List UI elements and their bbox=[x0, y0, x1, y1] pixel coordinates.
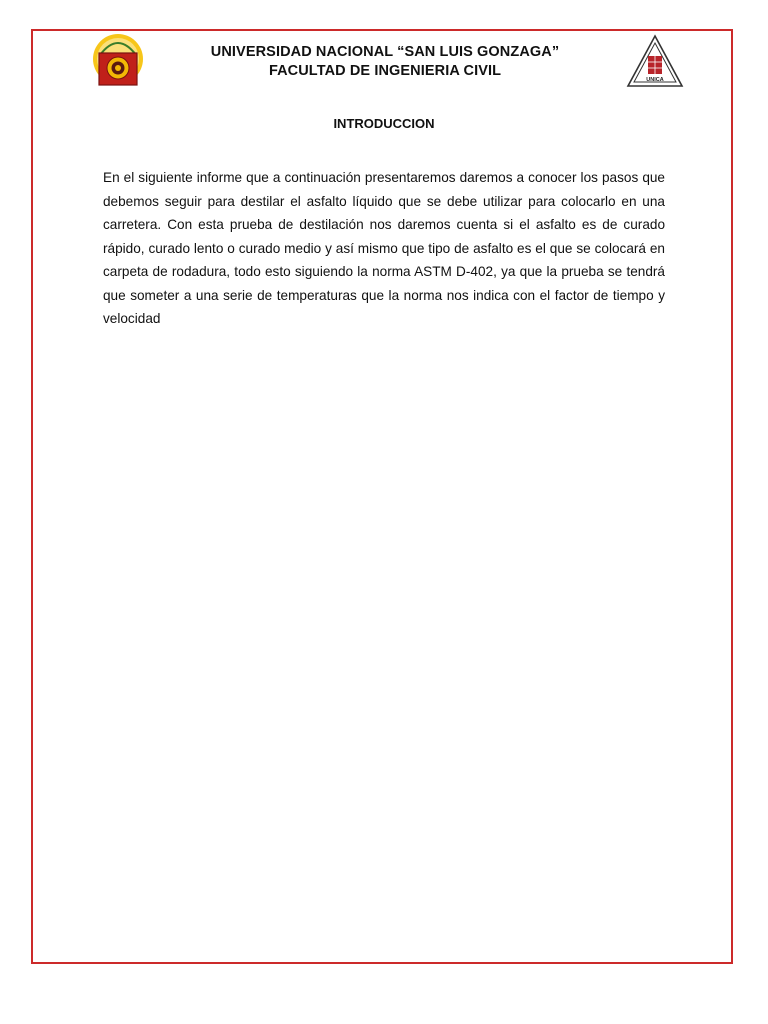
university-name: UNIVERSIDAD NACIONAL “SAN LUIS GONZAGA” bbox=[210, 44, 560, 60]
faculty-name: FACULTAD DE INGENIERIA CIVIL bbox=[268, 63, 502, 79]
unica-triangle-emblem-icon bbox=[626, 34, 684, 88]
section-title: INTRODUCCION bbox=[333, 116, 435, 131]
university-sun-seal-icon bbox=[88, 33, 148, 89]
introduction-paragraph: En el siguiente informe que a continuación presentaremos daremos a conocer los pasos que debemos seguir para destilar el asfalto líquido que se debe utilizar para colocarlo en una carretera. Con esta prueba de destilación nos daremos cuenta si el asfalto es de curado rápido, curado lento o curado medio y así mismo que tipo de asfalto es el que se colocará en carpeta de rodadura, todo esto siguiendo la norma ASTM D-402, ya que la prueba se tendrá que someter a una serie de temperaturas que la norma nos indica con el factor de tiempo y velocidad bbox=[103, 170, 665, 326]
unica-logo-text: UNICA bbox=[646, 77, 664, 83]
document-header bbox=[150, 43, 620, 81]
